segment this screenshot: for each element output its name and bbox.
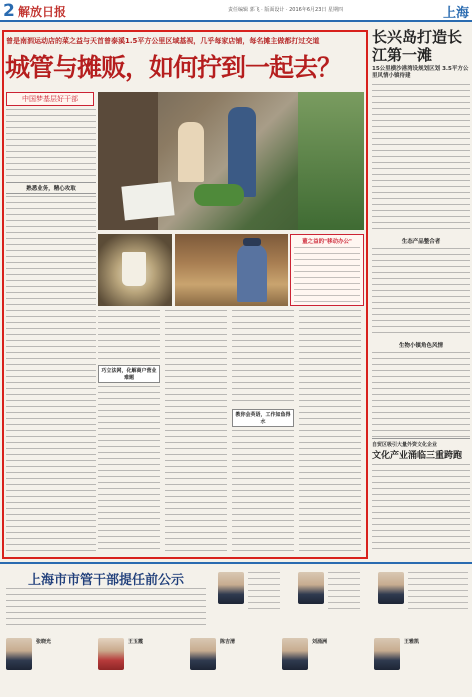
right2-headline: 文化产业涌临三重跨跑 [372, 451, 463, 462]
right-subhead: 15公里横沙港湾设规划区划 3.5平方公里风情小镇待建 [372, 66, 469, 79]
page-header [0, 0, 472, 22]
masthead-logo: 解放日报 [18, 5, 67, 19]
header-info: 责任编辑 郭飞 · 版面设计 · 2016年6月23日 星期四 [228, 7, 343, 13]
right-second-article [372, 438, 470, 558]
body-text-placeholder [372, 352, 470, 442]
cup-photo [98, 234, 172, 306]
body-text-placeholder [408, 572, 468, 612]
right-headline: 长兴岛打造长江第一滩 [372, 28, 463, 64]
right2-kicker: 自贸区吸引大量外资文化企业 [372, 442, 438, 448]
body-text-placeholder [372, 84, 470, 234]
portrait-photo [374, 638, 400, 670]
portrait-photo [98, 638, 124, 670]
person-name: 陈吉清 [220, 639, 236, 645]
section-minihead: 熟悉业务，精心攻取 [6, 182, 96, 194]
portrait-photo [6, 638, 32, 670]
body-text-placeholder [6, 196, 96, 552]
section-box-head: 巧立法网，化解商户营业难题 [98, 365, 160, 383]
bottom-notice-section [0, 562, 472, 697]
body-text-placeholder [6, 588, 206, 628]
body-column [165, 310, 227, 554]
body-column [98, 310, 160, 554]
portrait-photo [378, 572, 404, 604]
right-minihead: 生物小镇角色风情 [398, 343, 443, 349]
portrait-photo [282, 638, 308, 670]
portrait-photo [190, 638, 216, 670]
feature-body-columns [98, 310, 364, 554]
person-name: 王玉霞 [128, 639, 144, 645]
body-text-placeholder [372, 464, 470, 554]
person-name: 王雅凯 [404, 639, 420, 645]
portrait-photo [218, 572, 244, 604]
body-text-placeholder [248, 572, 280, 612]
page-number: 2 [3, 1, 15, 21]
body-column [299, 310, 361, 554]
feature-headline: 城管与摊贩，如何拧到一起去？ [5, 53, 342, 82]
body-column [232, 310, 294, 554]
feature-subhead: 曾是南泗运动店的菜之益与天首曾泰溪1.5平方公里区域基视，几乎每家店铺，每名摊主做都打过交道 [6, 37, 320, 45]
person-name: 刘涌洲 [312, 639, 328, 645]
bottom-notice-title: 上海市市管干部提任前公示 [28, 573, 185, 588]
officer-photo [175, 234, 288, 306]
body-text-placeholder [6, 109, 96, 179]
main-news-photo [98, 92, 364, 230]
feature-left-column [6, 92, 96, 552]
column-logo: 中国梦基层好干部 [6, 92, 94, 106]
body-text-placeholder [328, 572, 360, 612]
body-text-placeholder [372, 248, 470, 338]
body-text-placeholder [294, 247, 360, 303]
section-box-head: 教你会英语，工作如鱼得水 [232, 409, 294, 427]
side-feature-box [290, 234, 364, 306]
side-box-title: 董之益的"移动办公" [302, 239, 352, 245]
right-minihead: 生态产品整合者 [401, 239, 441, 245]
portrait-photo [298, 572, 324, 604]
person-name: 张晓光 [36, 639, 52, 645]
section-label: 上海 [442, 6, 469, 21]
